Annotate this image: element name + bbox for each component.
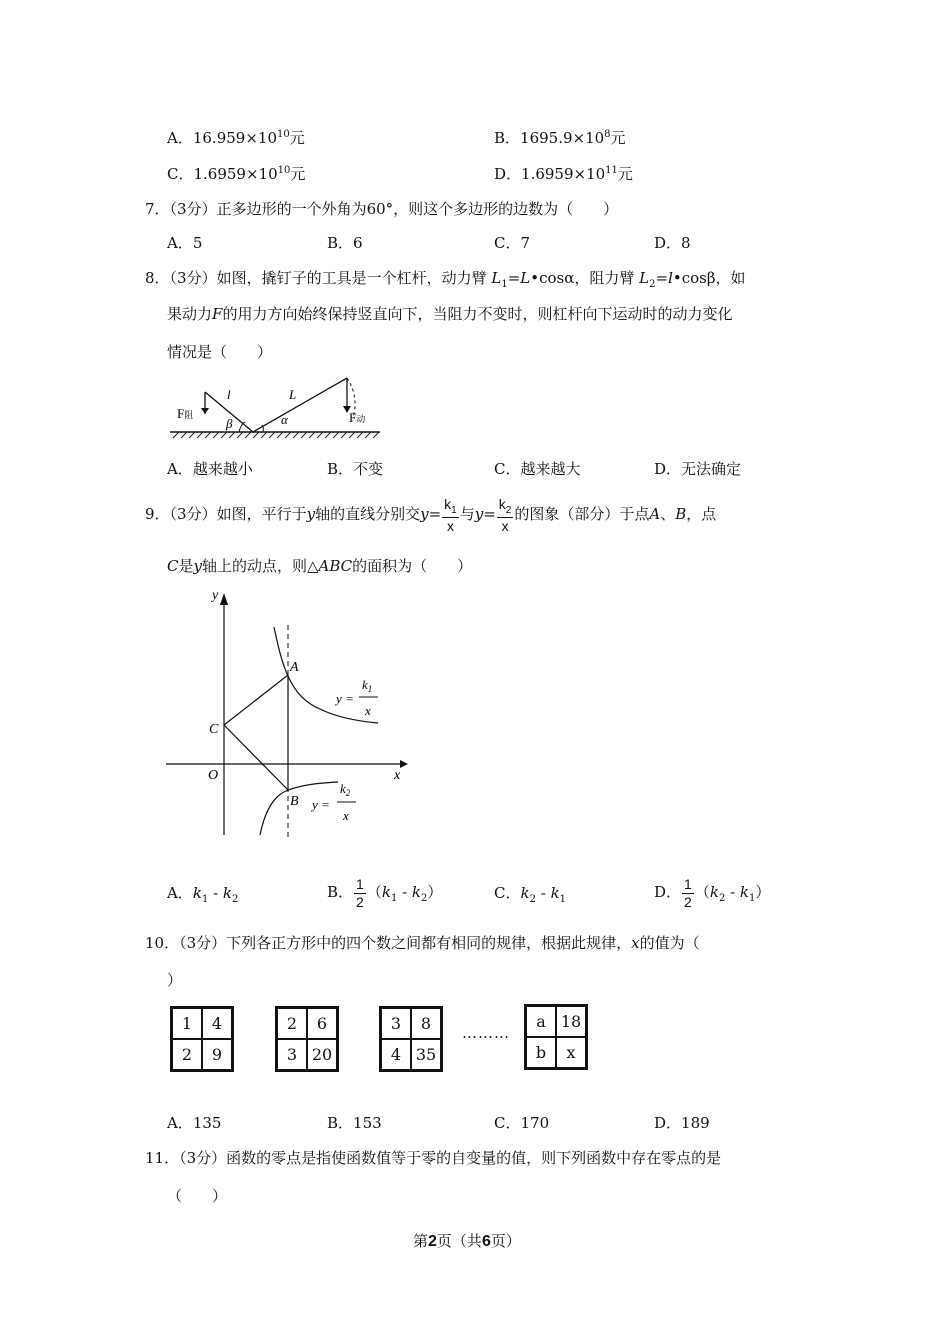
var: x bbox=[631, 934, 640, 952]
fraction-half bbox=[354, 876, 366, 909]
denominator: 2 bbox=[356, 893, 364, 910]
q8-option-a bbox=[167, 458, 253, 479]
option-value: 越来越大 bbox=[520, 460, 581, 478]
subscript: 2 bbox=[529, 894, 536, 905]
text: ） bbox=[427, 883, 443, 901]
f-resist-label: F阻 bbox=[177, 406, 194, 421]
number-square-4 bbox=[524, 1004, 588, 1070]
var: k bbox=[222, 884, 233, 902]
option-label: B． bbox=[494, 129, 521, 147]
x1-label: x bbox=[365, 703, 371, 718]
text: ，点 bbox=[686, 505, 717, 523]
fraction-half bbox=[682, 876, 694, 909]
text: （ bbox=[366, 883, 382, 901]
option-label: A． bbox=[167, 129, 193, 147]
y-arrowhead bbox=[220, 593, 228, 605]
option-label: B． bbox=[327, 234, 354, 252]
q10-option-c bbox=[494, 1112, 549, 1133]
q8-stem-line2 bbox=[167, 303, 732, 324]
var: L bbox=[639, 269, 650, 287]
long-arm bbox=[253, 378, 347, 432]
cell: 4 bbox=[202, 1008, 232, 1039]
var: F bbox=[212, 305, 223, 323]
var: y bbox=[306, 505, 316, 523]
text: = bbox=[507, 269, 521, 287]
var: C bbox=[167, 557, 179, 575]
segment-cb bbox=[224, 725, 288, 790]
q7-option-d bbox=[654, 232, 691, 253]
q10-option-d bbox=[654, 1112, 710, 1133]
footer-text: 页） bbox=[490, 1232, 521, 1250]
text: •cosβ，如 bbox=[672, 269, 746, 287]
numerator: k bbox=[444, 496, 452, 513]
alpha-label: α bbox=[281, 412, 288, 427]
q9-stem-line2 bbox=[167, 555, 472, 576]
q9-option-c bbox=[494, 882, 566, 905]
numerator: 1 bbox=[356, 876, 364, 893]
text: （ bbox=[694, 883, 710, 901]
cell: 35 bbox=[411, 1039, 441, 1070]
var: y bbox=[420, 505, 429, 523]
option-label: A． bbox=[167, 884, 193, 902]
text: - bbox=[725, 883, 740, 901]
text: 轴的直线分别交 bbox=[315, 505, 421, 523]
option-value: 7 bbox=[520, 234, 531, 252]
l-label: l bbox=[227, 387, 231, 402]
option-label: A． bbox=[167, 234, 193, 252]
option-value: 1695.9×10 bbox=[520, 129, 605, 147]
unit: 元 bbox=[289, 129, 305, 147]
exponent: 10 bbox=[276, 129, 290, 140]
var: B bbox=[675, 505, 687, 523]
q6-option-b bbox=[494, 127, 626, 148]
cell: 1 bbox=[172, 1008, 202, 1039]
option-label: B． bbox=[327, 1114, 354, 1132]
option-value: 无法确定 bbox=[681, 460, 742, 478]
var: k bbox=[192, 884, 202, 902]
q9-option-d bbox=[654, 872, 770, 919]
eq1-label: y = bbox=[336, 691, 354, 706]
option-value: 6 bbox=[353, 234, 363, 252]
q8-stem-line3: 情况是（ ） bbox=[167, 343, 273, 361]
text: 果动力 bbox=[167, 305, 213, 323]
number-square-1 bbox=[170, 1006, 234, 1072]
option-value: 越来越小 bbox=[192, 460, 253, 478]
q10-option-a bbox=[167, 1112, 221, 1133]
x2-label: x bbox=[343, 808, 349, 823]
var: k bbox=[709, 883, 719, 901]
footer-text: 页（共 bbox=[436, 1232, 482, 1250]
q10-option-b bbox=[327, 1112, 382, 1133]
segment-ca bbox=[224, 675, 288, 725]
text: = bbox=[655, 269, 669, 287]
q7-option-b bbox=[327, 232, 363, 253]
var: k bbox=[739, 883, 750, 901]
footer-text: 第 bbox=[413, 1232, 429, 1250]
option-label: D． bbox=[494, 165, 522, 183]
cell: 8 bbox=[411, 1008, 441, 1039]
subscript: 2 bbox=[232, 894, 239, 905]
var: L bbox=[520, 269, 531, 287]
option-value: 170 bbox=[520, 1114, 550, 1132]
x-axis-label: x bbox=[394, 768, 401, 783]
text: •cosα，阻力臂 bbox=[530, 269, 635, 287]
subscript: 1 bbox=[501, 279, 508, 290]
q7-stem: 7．（3分）正多边形的一个外角为60°，则这个多边形的边数为（ ） bbox=[145, 200, 619, 218]
subscript: 1 bbox=[749, 893, 756, 904]
option-label: A． bbox=[167, 460, 193, 478]
q7-option-c bbox=[494, 232, 530, 253]
option-value: 1.6959×10 bbox=[521, 165, 606, 183]
text: 轴上的动点，则△ bbox=[201, 557, 319, 575]
cell: 6 bbox=[307, 1008, 337, 1039]
option-value: 8 bbox=[681, 234, 691, 252]
alpha-arc bbox=[262, 425, 263, 432]
curve-k1 bbox=[274, 627, 378, 723]
cell: 18 bbox=[556, 1006, 586, 1037]
var: l bbox=[668, 269, 673, 287]
beta-label: β bbox=[226, 416, 233, 431]
q6-option-c bbox=[167, 163, 305, 184]
ground-hatch bbox=[173, 432, 379, 438]
cell: 3 bbox=[277, 1039, 307, 1070]
exponent: 10 bbox=[277, 165, 291, 176]
var: y bbox=[474, 505, 484, 523]
cell: b bbox=[526, 1037, 556, 1068]
option-value: 不变 bbox=[353, 460, 384, 478]
page-footer bbox=[413, 1230, 521, 1251]
q6-option-d bbox=[494, 163, 633, 184]
numerator: 1 bbox=[684, 876, 692, 893]
resist-arrowhead bbox=[201, 408, 209, 414]
option-label: A． bbox=[167, 1114, 193, 1132]
text: = bbox=[483, 505, 496, 523]
f-power-label: F动 bbox=[349, 410, 366, 425]
text: 是 bbox=[178, 557, 194, 575]
option-value: 16.959×10 bbox=[192, 129, 277, 147]
option-value: 5 bbox=[192, 234, 203, 252]
x-arrowhead bbox=[400, 760, 408, 768]
point-a-label: A bbox=[290, 660, 299, 675]
q10-stem-line2: ） bbox=[167, 971, 183, 989]
fraction-k2-over-x bbox=[497, 496, 514, 533]
exponent: 11 bbox=[605, 165, 618, 176]
numerator: k bbox=[498, 496, 506, 513]
L-label: L bbox=[289, 387, 297, 402]
q6-option-a bbox=[167, 127, 305, 148]
text: 的值为（ bbox=[639, 934, 700, 952]
option-label: C． bbox=[494, 1114, 521, 1132]
y-axis-label: y bbox=[212, 588, 219, 603]
option-label: C． bbox=[494, 234, 521, 252]
denominator: x bbox=[446, 517, 454, 534]
total-pages: 6 bbox=[481, 1233, 491, 1250]
var: k bbox=[381, 883, 391, 901]
option-label: B． bbox=[327, 460, 354, 478]
q8-option-d bbox=[654, 458, 741, 479]
q11-stem-line2: （ ） bbox=[167, 1187, 228, 1205]
q9-option-a bbox=[167, 882, 238, 905]
var: k bbox=[520, 884, 530, 902]
option-value: 153 bbox=[353, 1114, 382, 1132]
text: 的用力方向始终保持竖直向下，当阻力不变时，则杠杆向下运动时的动力变化 bbox=[222, 305, 733, 323]
cell: 4 bbox=[381, 1039, 411, 1070]
point-b-label: B bbox=[290, 794, 299, 809]
q7-option-a bbox=[167, 232, 202, 253]
q11-stem-line1: 11．（3分）函数的零点是指使函数值等于零的自变量的值，则下列函数中存在零点的是 bbox=[145, 1149, 722, 1167]
text: 、 bbox=[660, 505, 676, 523]
text: 的图象（部分）于点 bbox=[514, 505, 650, 523]
subscript: 2 bbox=[505, 505, 512, 517]
text: = bbox=[428, 505, 442, 523]
option-label: B． bbox=[327, 883, 354, 901]
number-square-2 bbox=[275, 1006, 339, 1072]
text: 9．（3分）如图，平行于 bbox=[145, 505, 307, 523]
q8-lever-figure bbox=[165, 372, 385, 442]
var: A bbox=[649, 505, 661, 523]
text: 与 bbox=[459, 505, 475, 523]
subscript: 2 bbox=[718, 893, 726, 904]
exponent: 8 bbox=[604, 129, 611, 140]
q8-option-c bbox=[494, 458, 581, 479]
var: y bbox=[193, 557, 202, 575]
text: - bbox=[208, 884, 223, 902]
option-label: D． bbox=[654, 460, 682, 478]
option-label: D． bbox=[654, 234, 682, 252]
var: L bbox=[491, 269, 502, 287]
subscript: 1 bbox=[451, 505, 457, 517]
subscript: 1 bbox=[390, 893, 398, 904]
option-label: D． bbox=[654, 1114, 682, 1132]
option-label: C． bbox=[167, 165, 194, 183]
option-label: D． bbox=[654, 883, 682, 901]
q8-stem-line1 bbox=[145, 267, 746, 290]
page-number: 2 bbox=[428, 1233, 437, 1250]
q8-option-b bbox=[327, 458, 383, 479]
subscript: 2 bbox=[649, 279, 656, 290]
var: k bbox=[550, 884, 560, 902]
text: ） bbox=[755, 883, 771, 901]
subscript: 1 bbox=[559, 894, 567, 905]
point-c-label: C bbox=[209, 722, 219, 737]
subscript: 1 bbox=[201, 894, 209, 905]
unit: 元 bbox=[290, 165, 306, 183]
option-label: C． bbox=[494, 884, 521, 902]
text: - bbox=[397, 883, 412, 901]
text: 8．（3分）如图，撬钉子的工具是一个杠杆，动力臂 bbox=[145, 269, 487, 287]
option-value: 189 bbox=[681, 1114, 710, 1132]
q9-hyperbola-figure bbox=[160, 585, 410, 840]
var: ABC bbox=[318, 557, 353, 575]
cell: 20 bbox=[307, 1039, 337, 1070]
number-square-3 bbox=[379, 1006, 443, 1072]
subscript: 2 bbox=[421, 893, 428, 904]
text: - bbox=[535, 884, 551, 902]
unit: 元 bbox=[610, 129, 626, 147]
cell: 2 bbox=[277, 1008, 307, 1039]
cell: 2 bbox=[172, 1039, 202, 1070]
cell: 9 bbox=[202, 1039, 232, 1070]
cell: x bbox=[556, 1037, 586, 1068]
k2-label: $k_2$ bbox=[340, 781, 351, 798]
option-value: 135 bbox=[192, 1114, 222, 1132]
q9-option-b bbox=[327, 872, 442, 919]
denominator: x bbox=[501, 517, 509, 534]
text: 的面积为（ ） bbox=[352, 557, 473, 575]
option-value: 1.6959×10 bbox=[193, 165, 278, 183]
q9-stem-line1 bbox=[145, 492, 716, 536]
denominator: 2 bbox=[684, 893, 692, 910]
fraction-k1-over-x bbox=[442, 496, 459, 533]
origin-label: O bbox=[208, 768, 219, 783]
eq2-label: y = bbox=[312, 797, 330, 812]
q10-stem-line1 bbox=[145, 932, 700, 953]
ellipsis-dots: ……… bbox=[462, 1024, 510, 1042]
cell: 3 bbox=[381, 1008, 411, 1039]
option-label: C． bbox=[494, 460, 521, 478]
cell: a bbox=[526, 1006, 556, 1037]
text: 10．（3分）下列各正方形中的四个数之间都有相同的规律，根据此规律， bbox=[145, 934, 632, 952]
var: k bbox=[411, 883, 422, 901]
k1-label: $k_1$ bbox=[362, 677, 373, 694]
unit: 元 bbox=[617, 165, 633, 183]
